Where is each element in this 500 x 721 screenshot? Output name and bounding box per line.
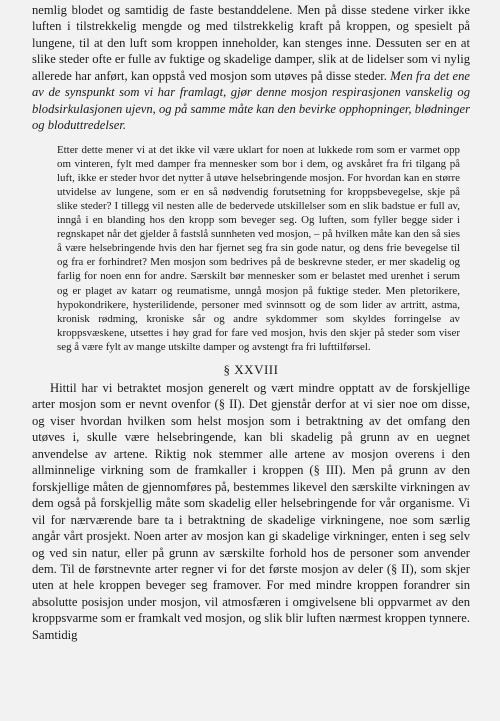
opening-paragraph [32, 2, 470, 134]
section-heading: § XXVIII [223, 362, 279, 378]
section-paragraph: Hittil har vi betraktet mosjon generelt og vært mindre opptatt av de forskjellige arter mosjon som er nevnt ovenfor (§ II). Det gjenstår derfor at vi sier noe om disse, og viser hvordan hvilken som helst mosjon som i betraktning av det omfang den utøves i, skulle være helsebringende, kan bli skadelig på grunn av en uegnet anvendelse av artene. Riktig nok stemmer alle artene av mosjon overens i den allminnelige virkning som de framkaller i kroppen (§ III). Men på grunn av den forskjellige måten de gjennomføres på, bestemmes likevel den særskilte virkningen av dem også på forskjellig måte som skadelig eller helsebringende for vår organisme. Vi vil for nærværende bare ta i betraktning de skadelige virkningene, noe som særlig angår vårt prosjekt. Noen arter av mosjon kan gi skadelige virkninger, enten i seg selv og ved sin natur, eller på grunn av særskilte forhold hos de personer som anvender dem. Til de førstnevnte arter regner vi for det første mosjon av deler (§ II), som skjer uten at hele kroppen beveger seg framover. For med mindre kroppen forandrer sin absolutte posisjon under mosjon, vil atmosfæren i omgivelsene bli oppvarmet av den kroppsvarme som er framkalt ved mosjon, og slik blir luften nærmest kroppen tynnere. Samtidig [32, 381, 470, 642]
opening-paragraph-text: nemlig blodet og samtidig de faste bestanddelene. Men på disse stedene virker ikke luften i tilstrekkelig mengde og med tilstrekkelig kraft på kroppen, og spesielt på lungene, til at den luft som kroppen inneholder, kan stenges inne. Dessuten ser en at slike steder ofte er fulle av fuktige og skadelige damper, slik at de lidelser som vi nylig allerede har anført, kan oppstå ved mosjon som utøves på disse steder. [32, 3, 470, 83]
commentary-note: Etter dette mener vi at det ikke vil være uklart for noen at lukkede rom som er varmet opp om vinteren, fylt med damper fra mennesker som bor i dem, og avskåret fra fri tilgang på luft, ikke er steder hvor det nytter å utøve helsebringende mosjon. For hvordan kan en større utvidelse av lungene, som er en så nødvendig forutsetning for kroppsbevegelse, skje på slike steder? I tillegg vil nesten alle de bedervede utskillelser som en slik badstue er full av, inngå i en blanding hos den kropp som beveger seg. Og luften, som fyller begge sider i regnskapet når det gjelder å fastslå sunnheten ved mosjon, – på hvilken måte kan den så sies å være helsebringende hvis den har fjernet seg fra sin gode natur, og dens frie bevegelse til og fra er forhindret? Men mosjon som bedrives på de beskrevne steder, er mer skadelig og farlig for noen enn for andre. Særskilt bør mennesker som er belastet med urenhet i serum og er plaget av katarr og reumatisme, unngå mosjon på fuktige steder. Men pletorikere, hypokondrikere, hysterilidende, personer med svinnsott og de som lider av artritt, astma, kronisk rødming, kroniske sår og andre sykdommer som skyldes forringelse av kroppsvæskene, utsettes i høy grad for fare ved mosjon, hvis den skjer på steder som viser seg å være fylt av mange utskilte damper og avstengt fra fri lufttilførsel. [57, 143, 460, 353]
opening-paragraph-italic: Men fra det ene av de synspunkt som vi har framlagt, gjør denne mosjon respirasjonen vanskelig og blodsirkulasjonen ujevn, og på samme måte kan den bevirke opphopninger, blødninger og bloduttredelser. [32, 68, 470, 133]
